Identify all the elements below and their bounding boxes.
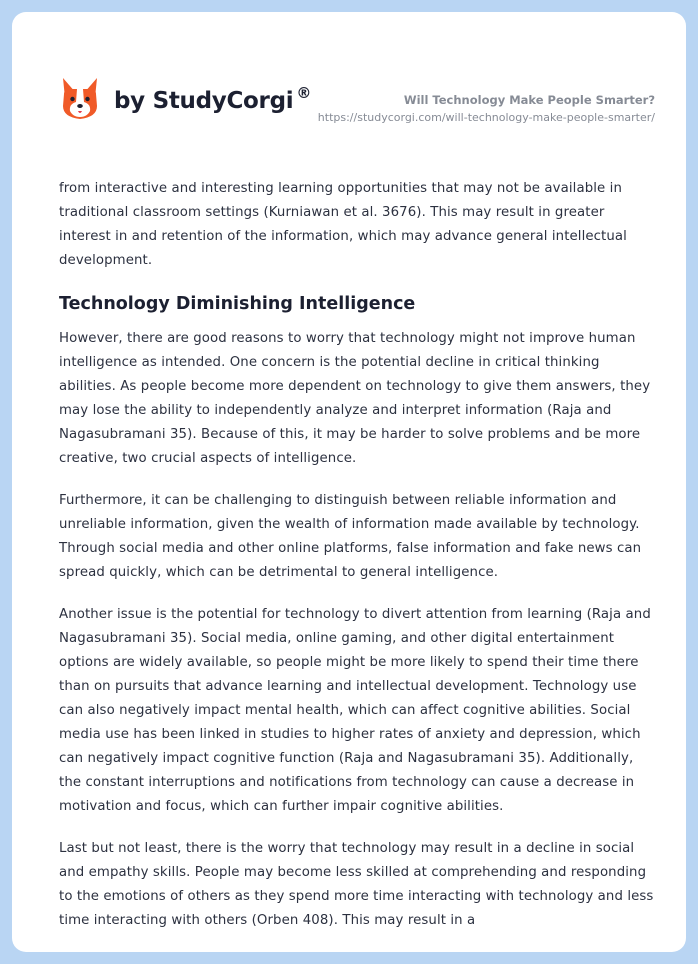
document-card — [12, 12, 686, 952]
essay-title: Will Technology Make People Smarter? — [403, 93, 655, 107]
essay-meta — [318, 92, 655, 126]
body-paragraph: Last but not least, there is the worry that technology may result in a decline in social and empathy skills. People may become less skilled at comprehending and responding to the emotions of others as they spend more time interacting with technology and less time interacting with others (Orben 408). This may result in a — [59, 841, 654, 928]
essay-url[interactable]: https://studycorgi.com/will-technology-make-people-smarter/ — [317, 111, 655, 124]
section-heading: Technology Diminishing Intelligence — [59, 294, 416, 314]
essay-body — [59, 177, 659, 951]
studycorgi-logo[interactable] — [60, 76, 311, 122]
registered-mark: ® — [296, 84, 312, 102]
intro-paragraph: from interactive and interesting learning opportunities that may not be available in traditional classroom settings (Kurniawan et al. 3676). This may result in greater interest in and retention of the information, which may advance general intellectual development. — [59, 181, 627, 268]
body-paragraph: Furthermore, it can be challenging to distinguish between reliable information and unreliable information, given the wealth of information made available by technology. Through social media and other online platforms, false information and fake news can spread quickly, which can be detrimental to general intelligence. — [59, 493, 642, 580]
corgi-icon — [60, 76, 100, 122]
body-paragraph: Another issue is the potential for technology to divert attention from learning (Raja and Nagasubramani 35). Social media, online gaming, and other digital entertainment options are widely available, so people might be more likely to spend their time there than on pursuits that advance learning and intellectual development. Technology use can also negatively impact mental health, which can affect cognitive abilities. Social media use has been linked in studies to higher rates of anxiety and depression, which can negatively impact cognitive function (Raja and Nagasubramani 35). Additionally, the constant interruptions and notifications from technology can cause a decrease in motivation and focus, which can further impair cognitive abilities. — [59, 607, 651, 814]
document-header — [12, 12, 686, 162]
body-paragraph: However, there are good reasons to worry that technology might not improve human intelligence as intended. One concern is the potential decline in critical thinking abilities. As people become more dependent on technology to give them answers, they may lose the ability to independently analyze and interpret information (Raja and Nagasubramani 35). Because of this, it may be harder to solve problems and be more creative, two crucial aspects of intelligence. — [59, 331, 651, 466]
brand-name: by StudyCorgi ® — [114, 84, 312, 114]
